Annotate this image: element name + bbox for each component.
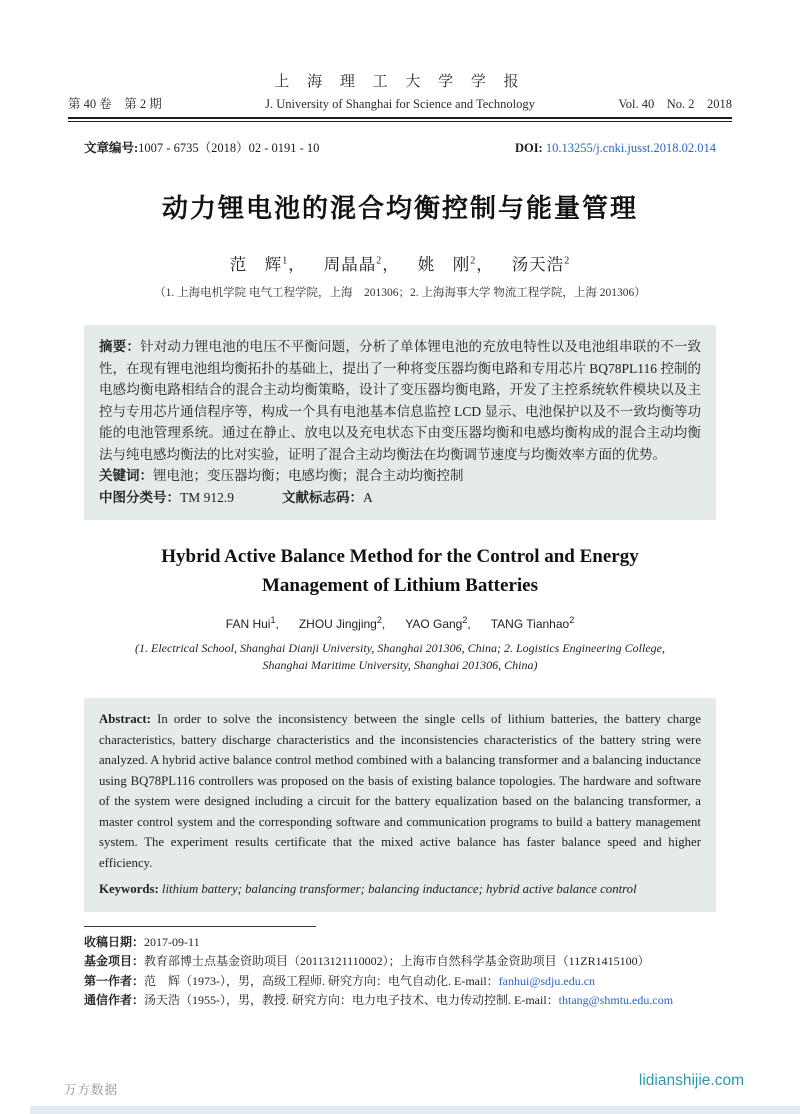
footnote-email-link[interactable]: fanhui@sdju.edu.cn: [498, 973, 596, 988]
author-affil-sup: 2: [470, 255, 477, 267]
author-affil-sup: 1: [282, 255, 289, 267]
header-divider: [68, 117, 732, 122]
abstract-label-cn: 摘要：: [99, 339, 141, 354]
author-name: 姚 刚: [417, 255, 471, 274]
author-affil-sup: 1: [270, 615, 276, 625]
article-meta-row: [84, 138, 716, 156]
doi: [515, 141, 716, 156]
author-affil-sup: 2: [376, 615, 382, 625]
author-separator: ，: [288, 255, 306, 274]
author-en: [491, 617, 575, 631]
footnote-email-link[interactable]: thtang@shmtu.edu.com: [558, 993, 674, 1007]
title-en-line2: Management of Lithium Batteries: [262, 575, 538, 596]
doc-code-value: A: [363, 489, 373, 505]
keywords-label-cn: 关键词：: [99, 468, 153, 483]
issue-info-cn: 第 40 卷 第 2 期: [68, 97, 162, 111]
article-number-value: 1007 - 6735（2018）02 - 0191 - 10: [138, 141, 320, 155]
journal-title-en: J. University of Shanghai for Science and Technology: [265, 97, 535, 111]
keywords-en: [99, 879, 701, 900]
author-separator: ,: [467, 617, 471, 631]
affiliation-en-line1: (1. Electrical School, Shanghai Dianji University, Shanghai 201306, China; 2. Logistics Engineering College,: [135, 641, 665, 655]
author-separator: ,: [275, 617, 279, 631]
doi-label: DOI:: [514, 141, 543, 155]
doc-code-label: 文献标志码：: [282, 489, 363, 505]
author-en: [226, 617, 279, 631]
author-separator: ，: [476, 255, 494, 274]
title-en-line1: Hybrid Active Balance Method for the Control and Energy: [161, 546, 639, 567]
author-name: FAN Hui: [225, 617, 271, 631]
footnote-text: 教育部博士点基金资助项目（20113121110002）；上海市自然科学基金资助项目（11ZR1415100）: [144, 954, 650, 968]
paper-title-cn: 动力锂电池的混合均衡控制与能量管理: [161, 194, 638, 223]
author-name: 周晶晶: [323, 255, 377, 274]
footnote-label: 收稿日期：: [84, 934, 145, 949]
authors-cn: [84, 251, 716, 275]
abstract-text-cn: 针对动力锂电池的电压不平衡问题，分析了单体锂电池的充放电特性以及电池组串联的不一致性，在现有锂电池组均衡拓扑的基础上，提出了一种将变压器均衡电路和专用芯片 BQ78PL116 控制的电感均衡电路相结合的混合主动均衡策略，设计了变压器均衡电路，开发了主控系统软件模块以及主控与专用芯片通信程序等，构成一个具有电池基本信息监控 LCD 显示、电池保护以及不一致均衡等功能的电池管理系统。通过在静止、放电以及充电状态下由变压器均衡和电感均衡构成的混合主动均衡法与纯电感均衡法的比对实验，证明了混合主动均衡法在均衡调节速度与均衡效率方面的优势。: [99, 339, 702, 462]
author-cn: [418, 255, 494, 274]
author-affil-sup: 2: [569, 615, 575, 625]
abstract-box-cn: [84, 325, 716, 520]
author-separator: ，: [382, 255, 400, 274]
journal-title-cn: 上 海 理 工 大 学 学 报: [274, 74, 526, 90]
footnote-text: 2017-09-11: [144, 934, 200, 949]
author-name: YAO Gang: [405, 617, 463, 631]
author-cn: [230, 255, 306, 274]
author-name: TANG Tianhao: [490, 617, 570, 631]
abstract-label-en: Abstract:: [99, 712, 151, 726]
journal-header-row: [68, 94, 732, 112]
keywords-text-en: lithium battery; balancing transformer; balancing inductance; hybrid active balance control: [161, 882, 637, 896]
affiliation-en-line2: Shanghai Maritime University, Shanghai 201306, China): [262, 658, 538, 672]
author-name: 汤天浩: [511, 255, 565, 274]
clc-label: 中图分类号：: [99, 489, 180, 505]
affiliation-en: [84, 640, 716, 674]
author-name: 范 辉: [229, 255, 283, 274]
article-number-label: 文章编号:: [84, 141, 139, 155]
footnote-fund-project: [84, 952, 716, 972]
footnote-label: 第一作者：: [84, 973, 145, 988]
author-separator: ,: [381, 617, 386, 631]
doi-link[interactable]: 10.13255/j.cnki.jusst.2018.02.014: [545, 141, 716, 155]
author-cn: [512, 255, 571, 274]
footnote-received-date: [84, 933, 716, 953]
issue-info-en: Vol. 40 No. 2 2018: [618, 97, 732, 111]
author-en: [299, 617, 385, 631]
authors-en: [84, 615, 716, 631]
abstract-cn: [99, 336, 701, 465]
wanfang-watermark: 万方数据: [64, 1083, 119, 1097]
footnote-divider: [84, 926, 316, 927]
author-en: [405, 617, 471, 631]
classification-line: [99, 487, 701, 509]
keywords-cn: [99, 465, 701, 487]
keywords-label-en: Keywords:: [99, 882, 159, 896]
footnote-corresponding-author: [84, 991, 716, 1011]
author-cn: [324, 255, 400, 274]
abstract-en: [99, 709, 701, 873]
footnotes: [84, 933, 716, 1011]
author-affil-sup: 2: [376, 255, 383, 267]
footnote-text: 范 辉（1973-），男，高级工程师. 研究方向：电气自动化. E-mail：: [144, 973, 499, 988]
clc-value: TM 912.9: [180, 489, 234, 505]
affiliation-cn: （1. 上海电机学院 电气工程学院，上海 201306；2. 上海海事大学 物流工程学院，上海 201306）: [154, 287, 646, 299]
abstract-text-en: In order to solve the inconsistency between the single cells of lithium batteries, the battery charge characteristics, battery discharge characteristics and the inconsistencies characteristics of the battery string were analyzed. A hybrid active balance control method combined with a balancing transformer and a balancing inductance using BQ78PL116 controllers was proposed on the basis of existing balance topologies. The hardware and software of the system were designed including a circuit for the battery equalization based on the balancing transformer, a master control system and the corresponding software and communication programs to build a battery management system. The experiment results certificate that the mixed active balance has faster balance speed and higher efficiency.: [99, 712, 701, 870]
author-name: ZHOU Jingjing: [298, 617, 377, 631]
footnote-label: 通信作者：: [84, 993, 145, 1007]
site-link[interactable]: lidianshijie.com: [638, 1072, 744, 1089]
author-affil-sup: 2: [564, 255, 571, 267]
article-number: [84, 138, 319, 156]
footnote-first-author: [84, 972, 716, 992]
keywords-text-cn: 锂电池；变压器均衡；电感均衡；混合主动均衡控制: [153, 468, 464, 483]
footnote-label: 基金项目：: [84, 954, 145, 968]
footnote-text: 汤天浩（1955-），男，教授. 研究方向：电力电子技术、电力传动控制. E-mail：: [144, 993, 559, 1007]
bottom-strip: [30, 1106, 800, 1114]
paper-title-en: [84, 542, 716, 600]
author-affil-sup: 2: [462, 615, 468, 625]
abstract-box-en: [84, 698, 716, 912]
